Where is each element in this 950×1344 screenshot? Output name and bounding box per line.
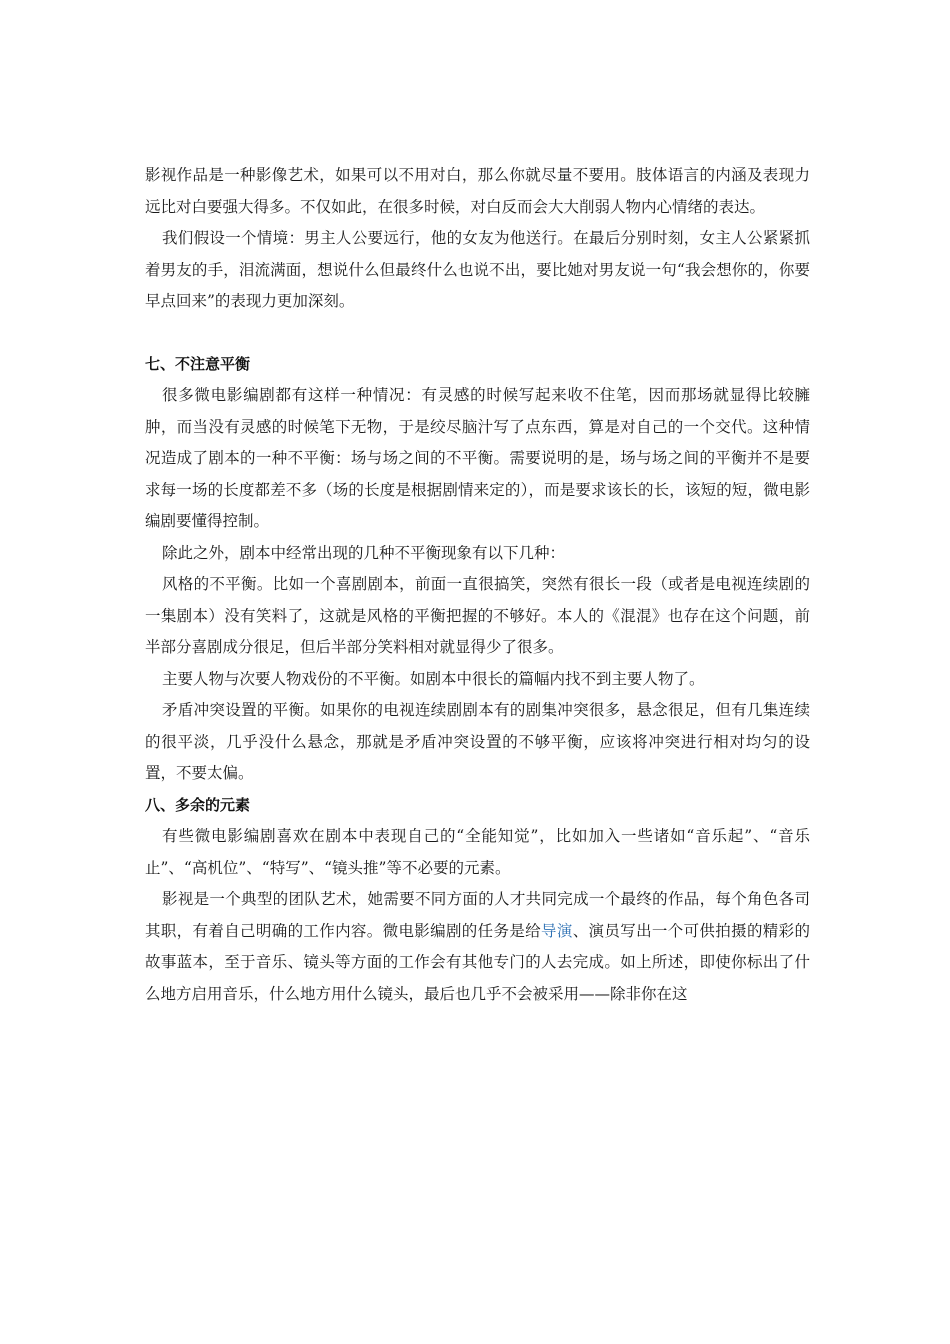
team-art-text-start: 影视是一个典型的团队艺术，她需要不同方面的人才共同完成一个最终的作品，每个角色各司其职，有着自己明确的工作内容。微电影编剧的任务是给 (145, 890, 810, 940)
section-heading-balance: 七、不注意平衡 (145, 354, 251, 373)
paragraph-character-imbalance: 主要人物与次要人物戏份的不平衡。如剧本中很长的篇幅内找不到主要人物了。 (162, 669, 705, 688)
document-body (145, 160, 810, 1010)
paragraph-dialogue-vs-image: 影视作品是一种影像艺术，如果可以不用对白，那么你就尽量不要用。肢体语言的内涵及表现力远比对白要强大得多。不仅如此，在很多时候，对白反而会大大削弱人物内心情绪的表达。 (145, 166, 810, 216)
paragraph-team-art (145, 884, 810, 1010)
team-art-text-end: 、演员写出一个可供拍摄的精彩的故事蓝本，至于音乐、镜头等方面的工作会有其他专门的人去完成。如上所述，即使你标出了什么地方启用音乐，什么地方用什么镜头，最后也几乎不会被采用——除非你在这 (145, 921, 810, 1003)
paragraph-conflict-imbalance: 矛盾冲突设置的平衡。如果你的电视连续剧剧本有的剧集冲突很多，悬念很足，但有几集连续的很平淡，几乎没什么悬念，那就是矛盾冲突设置的不够平衡，应该将冲突进行相对均匀的设置，不要太偏。 (145, 701, 810, 782)
section-heading-redundant-elements: 八、多余的元素 (145, 795, 251, 814)
director-link[interactable]: 导演 (541, 921, 573, 940)
paragraph-farewell-scenario: 我们假设一个情境：男主人公要远行，他的女友为他送行。在最后分别时刻，女主人公紧紧抓着男友的手，泪流满面，想说什么但最终什么也说不出，要比她对男友说一句“我会想你的，你要早点回来”的表现力更加深刻。 (145, 229, 810, 310)
paragraph-inspiration-imbalance: 很多微电影编剧都有这样一种情况：有灵感的时候写起来收不住笔，因而那场就显得比较臃肿，而当没有灵感的时候笔下无物，于是绞尽脑汁写了点东西，算是对自己的一个交代。这种情况造成了剧本的一种不平衡：场与场之间的不平衡。需要说明的是，场与场之间的平衡并不是要求每一场的长度都差不多（场的长度是根据剧情来定的），而是要求该长的长，该短的短，微电影编剧要懂得控制。 (145, 386, 810, 530)
paragraph-imbalance-types-intro: 除此之外，剧本中经常出现的几种不平衡现象有以下几种： (162, 543, 566, 562)
paragraph-omniscient-elements: 有些微电影编剧喜欢在剧本中表现自己的“全能知觉”，比如加入一些诸如“音乐起”、“音乐止”、“高机位”、“特写”、“镜头推”等不必要的元素。 (145, 827, 810, 877)
paragraph-style-imbalance: 风格的不平衡。比如一个喜剧剧本，前面一直很搞笑，突然有很长一段（或者是电视连续剧的一集剧本）没有笑料了，这就是风格的平衡把握的不够好。本人的《混混》也存在这个问题，前半部分喜剧成分很足，但后半部分笑料相对就显得少了很多。 (145, 575, 810, 656)
